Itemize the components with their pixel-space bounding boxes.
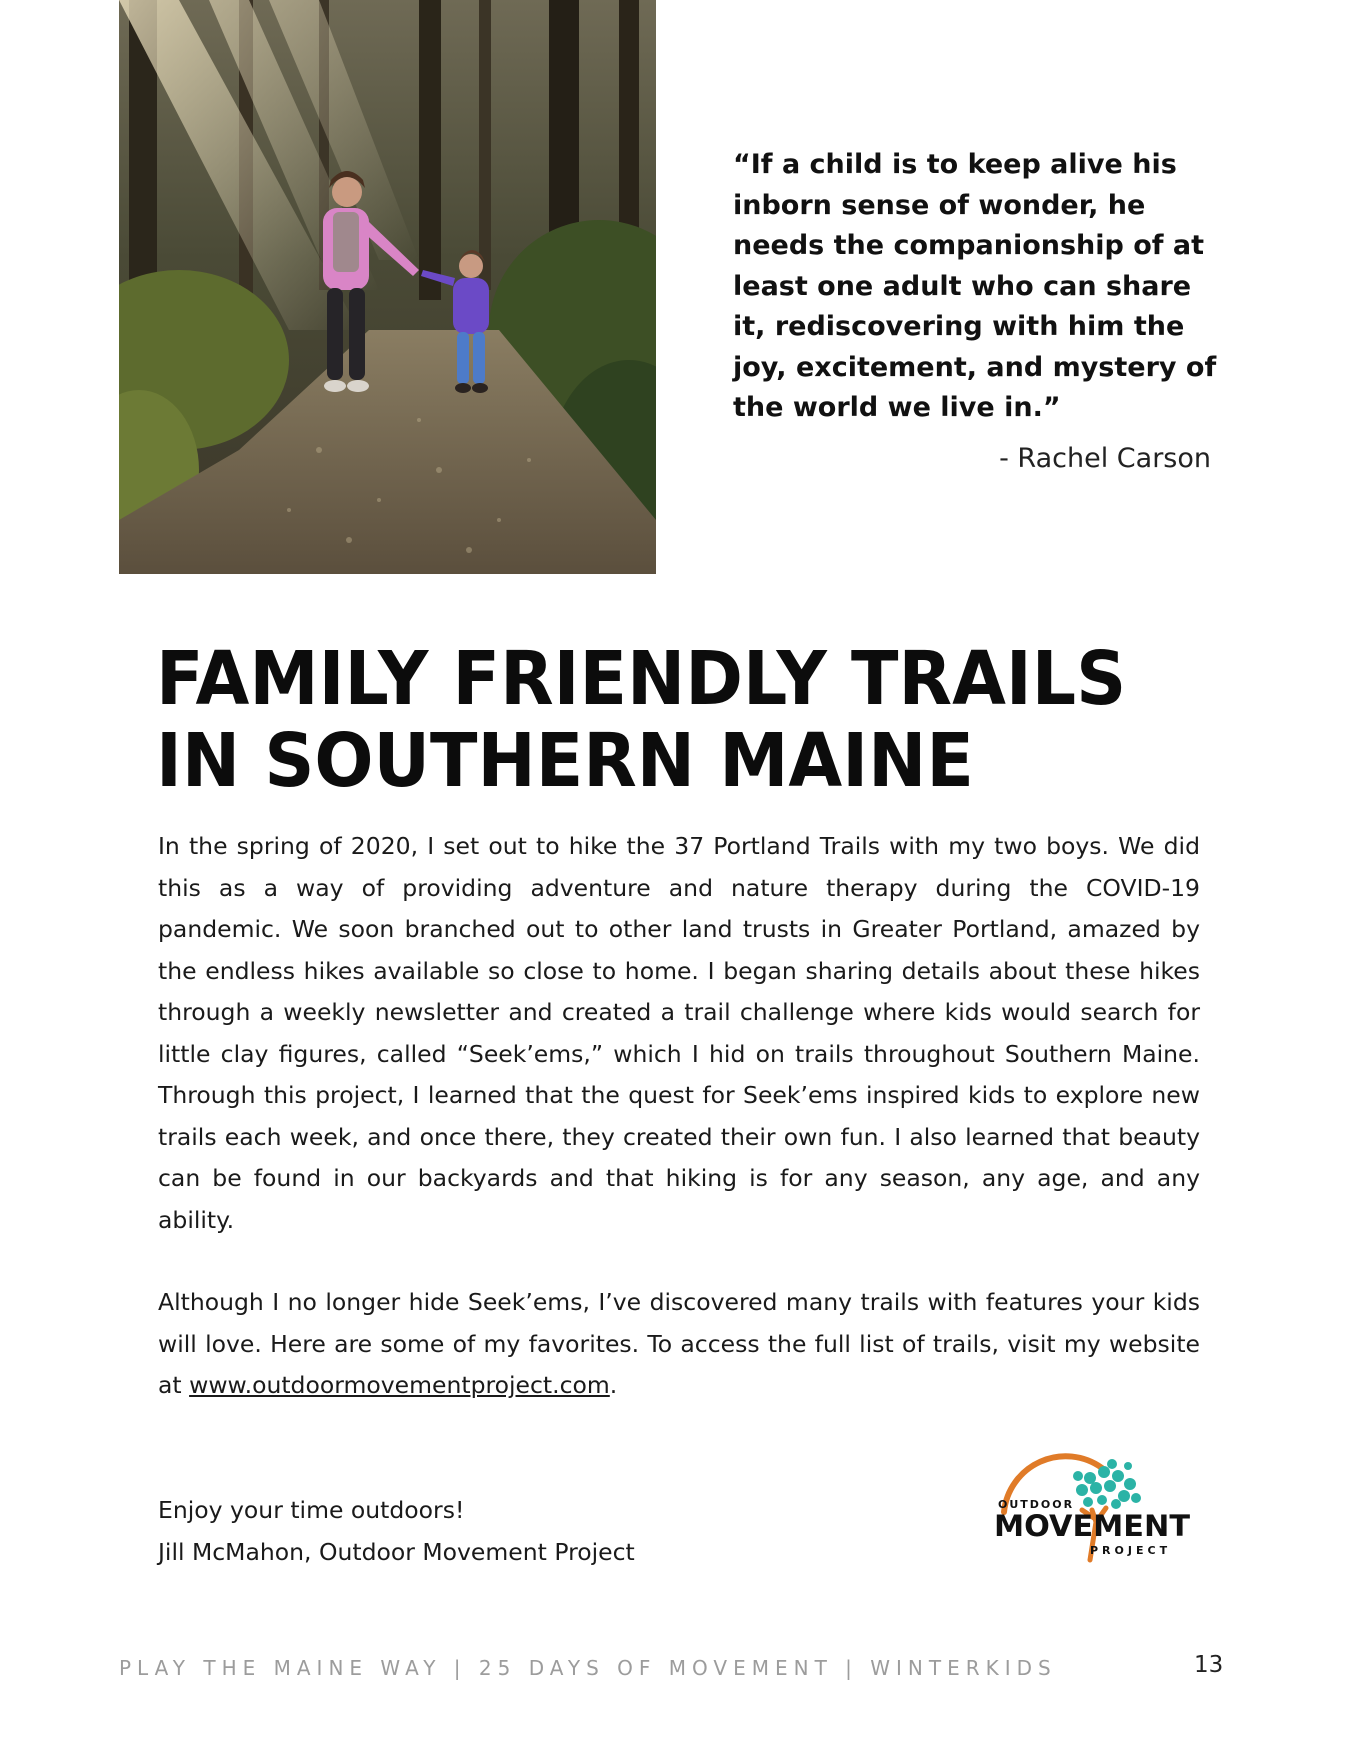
signoff-greeting: Enjoy your time outdoors! (158, 1496, 465, 1524)
logo-main-word: MOVEMENT (994, 1509, 1191, 1543)
paragraph-intro: In the spring of 2020, I set out to hike the 37 Portland Trails with my two boys. We did this as a way of providing adventure and nature therapy during the COVID-19 pandemic. We soon branched out to other land trusts in Greater Portland, amazed by the endless hikes available so close to home. I began sharing details about these hikes through a weekly newsletter and created a trail challenge where kids would search for little clay figures, called “Seek’ems,” which I hid on trails throughout Southern Maine. Through this project, I learned that the quest for Seek’ems inspired kids to explore new trails each week, and once there, they created their own fun. I also learned that beauty can be found in our backyards and that hiking is for any season, any age, and any ability. (158, 832, 1200, 1234)
pull-quote: “If a child is to keep alive his inborn sense of wonder, he needs the companionship of at least one adult who can share it, rediscovering with him the joy, excitement, and mystery of the world we live in.” (733, 149, 1217, 423)
quote-attribution: - Rachel Carson (999, 443, 1211, 474)
page-title (156, 638, 1199, 802)
forest-trail-image (119, 0, 656, 574)
paragraph-favorites-text: Although I no longer hide Seek’ems, I’ve discovered many trails with features your kids will love. Here are some of my favorites. To access the full list of trails, visit my website at (158, 1288, 1200, 1399)
outdoor-movement-project-logo (990, 1452, 1200, 1570)
logo-top-word: OUTDOOR (998, 1498, 1075, 1511)
logo-bottom-word: PROJECT (1090, 1544, 1172, 1557)
signoff-author: Jill McMahon, Outdoor Movement Project (158, 1537, 635, 1566)
logo-tree-leaves-icon (1073, 1459, 1141, 1509)
page-number: 13 (1194, 1652, 1224, 1678)
logo-graphic (990, 1452, 1200, 1570)
hero-photo (119, 0, 656, 574)
article-body (158, 826, 1200, 1407)
website-link[interactable]: www.outdoormovementproject.com (189, 1371, 610, 1399)
paragraph-favorites-end: . (609, 1371, 618, 1399)
page-title-line-1: FAMILY FRIENDLY TRAILS (156, 636, 1127, 722)
footer-tagline: PLAY THE MAINE WAY | 25 DAYS OF MOVEMENT | WINTERKIDS (119, 1656, 1057, 1680)
page-title-line-2: IN SOUTHERN MAINE (156, 718, 974, 804)
signoff (158, 1490, 635, 1573)
paragraph-favorites (158, 1282, 1200, 1407)
